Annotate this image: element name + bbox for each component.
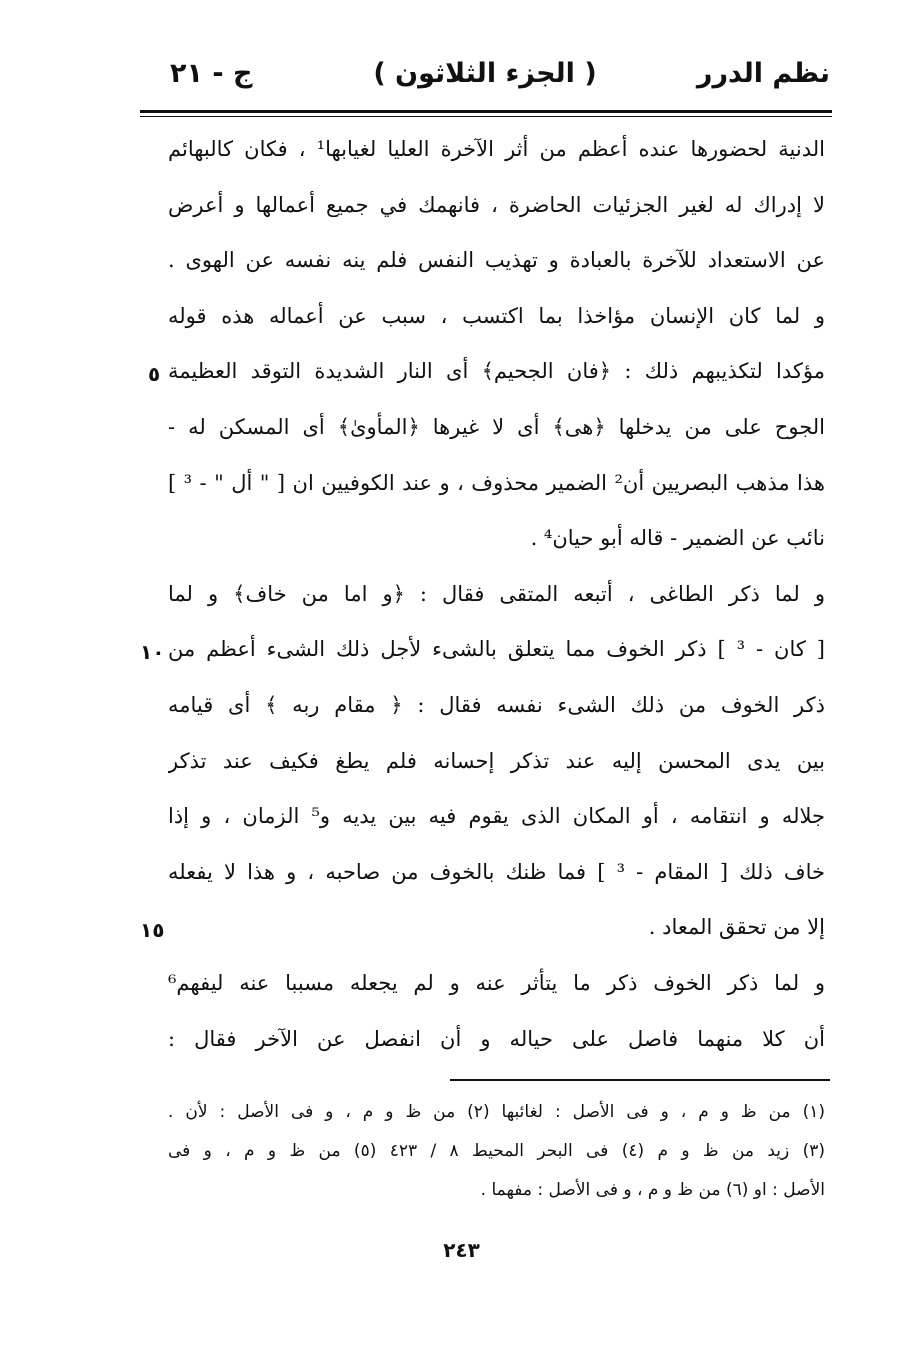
footnote-line: (١) من ظ و م ، و فى الأصل : لغائبها (٢) من ظ و م ، و فى الأصل : لأن . xyxy=(168,1102,825,1122)
text-line: إلا من تحقق المعاد . xyxy=(648,915,825,940)
text-line: خاف ذلك [ المقام - ³ ] فما ظنك بالخوف من صاحبه ، و هذا لا يفعله xyxy=(168,859,825,884)
footnotes xyxy=(168,1093,825,1210)
text-line: الجوح على من يدخلها ﴿هى﴾ أى لا غيرها ﴿المأوىٰ﴾ أى المسكن له - xyxy=(168,414,825,439)
text-line: بين يدى المحسن إليه عند تذكر إحسانه فلم يطغ فكيف عند تذكر xyxy=(168,748,825,773)
text-line: هذا مذهب البصريين أن² الضمير محذوف ، و عند الكوفيين ان [ " أل " - ³ ] xyxy=(168,470,825,495)
footnote-line: الأصل : او (٦) من ظ و م ، و فى الأصل : مفهما . xyxy=(480,1180,825,1200)
text-line: نائب عن الضمير - قاله أبو حيان⁴ . xyxy=(530,526,825,551)
text-line: و لما كان الإنسان مؤاخذا بما اكتسب ، سبب عن أعماله هذه قوله xyxy=(168,303,825,328)
running-head xyxy=(140,58,830,98)
page-number: ٢٤٣ xyxy=(443,1238,480,1262)
part-title: ( الجزء الثلاثون ) xyxy=(373,58,597,89)
line-number-15: ١٥ xyxy=(140,918,165,942)
text-line: لا إدراك له لغير الجزئيات الحاضرة ، فانهمك في جميع أعمالها و أعرض xyxy=(168,192,825,217)
header-rule-thick xyxy=(140,110,832,113)
text-line: أن كلا منهما فاصل على حياله و أن انفصل عن الآخر فقال : xyxy=(168,1026,825,1051)
text-line: ذكر الخوف من ذلك الشىء نفسه فقال : ﴿ مقام ربه ﴾ أى قيامه xyxy=(168,692,825,717)
text-line: الدنية لحضورها عنده أعظم من أثر الآخرة العليا لغيابها¹ ، فكان كالبهائم xyxy=(168,137,825,161)
text-line: [ كان - ³ ] ذكر الخوف مما يتعلق بالشىء لأجل ذلك الشىء أعظم من xyxy=(168,637,825,662)
text-line: و لما ذكر الطاغى ، أتبعه المتقى فقال : ﴿و اما من خاف﴾ و لما xyxy=(168,581,825,606)
footnote-rule xyxy=(450,1079,830,1081)
footnote-line: (٣) زيد من ظ و م (٤) فى البحر المحيط ٨ / ٤٢٣ (٥) من ظ و م ، و فى xyxy=(168,1141,825,1161)
volume-number: ج - ٢١ xyxy=(170,58,253,89)
header-rule-thin xyxy=(140,116,832,117)
main-text xyxy=(168,122,825,1067)
book-title: نظم الدرر xyxy=(696,58,830,89)
text-line: و لما ذكر الخوف ذكر ما يتأثر عنه و لم يجعله مسببا عنه ليفهم⁶ xyxy=(168,970,825,995)
text-line: جلاله و انتقامه ، أو المكان الذى يقوم فيه بين يديه و⁵ الزمان ، و إذا xyxy=(168,804,825,829)
line-number-5: ٥ xyxy=(148,362,161,386)
line-number-10: ١٠ xyxy=(140,640,165,664)
text-line: مؤكدا لتكذيبهم ذلك : ﴿فان الجحيم﴾ أى النار الشديدة التوقد العظيمة xyxy=(168,359,825,384)
text-line: عن الاستعداد للآخرة بالعبادة و تهذيب النفس فلم ينه نفسه عن الهوى . xyxy=(168,248,825,273)
